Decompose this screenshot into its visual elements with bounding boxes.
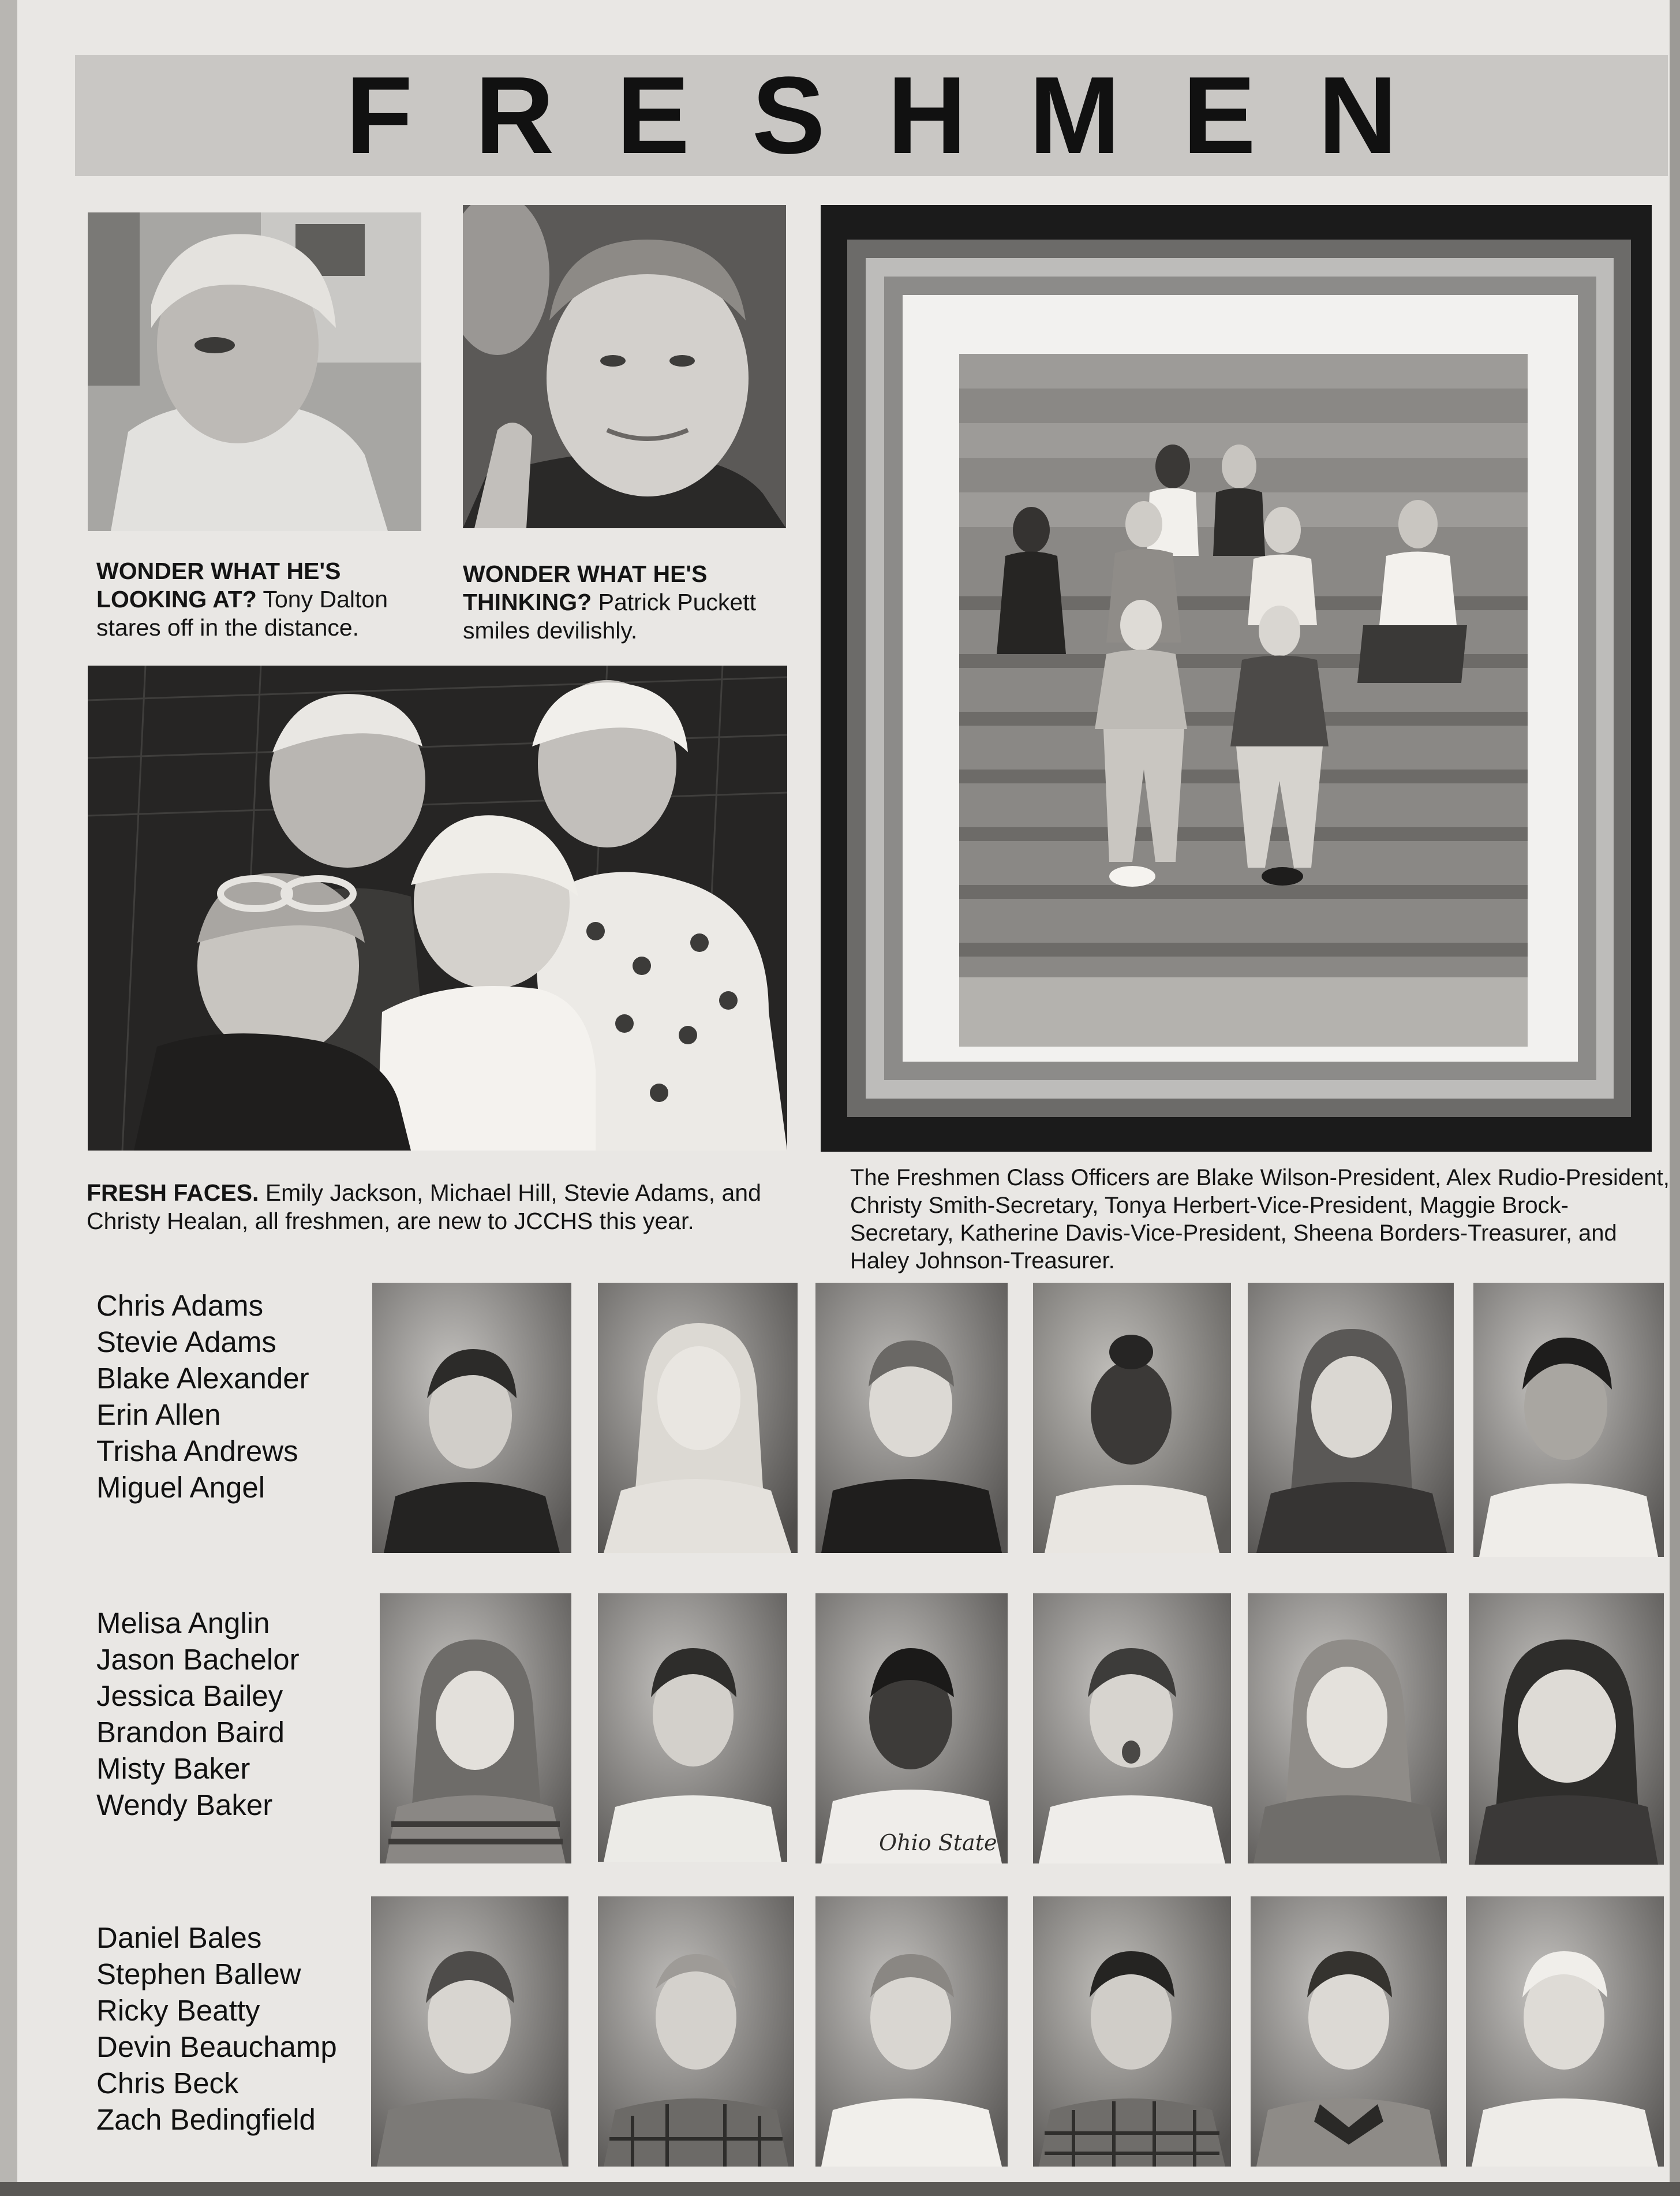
- photo-tony-dalton: [88, 212, 421, 531]
- page-title: FRESHMEN: [345, 54, 1460, 177]
- portrait-stephen-ballew: [598, 1896, 794, 2167]
- student-name: Misty Baker: [96, 1752, 250, 1785]
- student-name: Stevie Adams: [96, 1325, 276, 1358]
- names-row-2: [96, 1605, 300, 1823]
- caption-fresh-faces-text: Emily Jackson, Michael Hill, Stevie Adams, and Christy Healan, all freshmen, are new to JCCHS this year.: [87, 1179, 761, 1234]
- caption-fresh-faces-bold: FRESH FACES.: [87, 1179, 259, 1206]
- portrait-zach-bedingfield: [1466, 1896, 1664, 2167]
- portrait-misty-baker: [1248, 1593, 1447, 1863]
- student-name: Trisha Andrews: [96, 1435, 298, 1467]
- portrait-stevie-adams: [598, 1283, 798, 1553]
- caption-tony-bold: WONDER WHAT HE'S LOOKING AT?: [96, 558, 341, 613]
- portrait-ricky-beatty: [815, 1896, 1008, 2167]
- photo-patrick-puckett: [463, 205, 786, 528]
- caption-patrick-bold: WONDER WHAT HE'S THINKING?: [463, 561, 708, 615]
- portrait-brandon-baird: [1033, 1593, 1231, 1863]
- student-name: Blake Alexander: [96, 1362, 309, 1395]
- student-name: Erin Allen: [96, 1398, 221, 1431]
- caption-tony-text: Tony Dalton stares off in the distance.: [96, 586, 388, 641]
- portrait-blake-alexander: [815, 1283, 1008, 1553]
- student-name: Ricky Beatty: [96, 1994, 260, 2027]
- names-row-1: [96, 1287, 309, 1506]
- portrait-chris-adams: [372, 1283, 571, 1553]
- page-edge-bottom: [0, 2182, 1680, 2196]
- shirt-print: Ohio State: [879, 1830, 997, 1855]
- photo-class-officers: [959, 354, 1528, 1047]
- page-edge-left: [0, 0, 17, 2196]
- student-name: Stephen Ballew: [96, 1958, 301, 1990]
- officers-photo-frame: [821, 205, 1652, 1152]
- student-name: Wendy Baker: [96, 1788, 273, 1821]
- portrait-devin-beauchamp: [1033, 1896, 1231, 2167]
- student-name: Jason Bachelor: [96, 1643, 300, 1676]
- title-banner: [75, 55, 1668, 176]
- student-name: Chris Adams: [96, 1289, 264, 1322]
- portrait-daniel-bales: [371, 1896, 568, 2167]
- caption-class-officers: The Freshmen Class Officers are Blake Wilson-President, Alex Rudio-President, Christy Smith-Secretary, Tonya Herbert-Vice-President, Maggie Brock-Secretary, Katherine Davis-Vice-President, Sheena Borders-Treasurer, and Haley Johnson-Treasurer.: [850, 1165, 1670, 1273]
- student-name: Chris Beck: [96, 2067, 239, 2100]
- student-name: Daniel Bales: [96, 1921, 262, 1954]
- caption-patrick: [463, 560, 803, 645]
- portrait-miguel-angel: [1473, 1283, 1664, 1557]
- caption-tony: [96, 557, 440, 642]
- student-name: Devin Beauchamp: [96, 2030, 337, 2063]
- student-name: Melisa Anglin: [96, 1607, 270, 1639]
- photo-fresh-faces: [88, 666, 787, 1151]
- portrait-melisa-anglin: [380, 1593, 571, 1863]
- names-row-3: [96, 1919, 337, 2138]
- portrait-erin-allen: [1033, 1283, 1231, 1553]
- portrait-chris-beck: [1251, 1896, 1447, 2167]
- student-name: Brandon Baird: [96, 1716, 285, 1749]
- portrait-jessica-bailey: [815, 1593, 1008, 1863]
- student-name: Miguel Angel: [96, 1471, 265, 1504]
- portrait-wendy-baker: [1469, 1593, 1664, 1865]
- student-name: Zach Bedingfield: [96, 2103, 316, 2136]
- student-name: Jessica Bailey: [96, 1679, 283, 1712]
- portrait-trisha-andrews: [1248, 1283, 1454, 1553]
- page-edge-right: [1670, 0, 1680, 2196]
- caption-fresh-faces: [87, 1179, 814, 1235]
- portrait-jason-bachelor: [598, 1593, 787, 1862]
- caption-patrick-text: Patrick Puckett smiles devilishly.: [463, 589, 757, 644]
